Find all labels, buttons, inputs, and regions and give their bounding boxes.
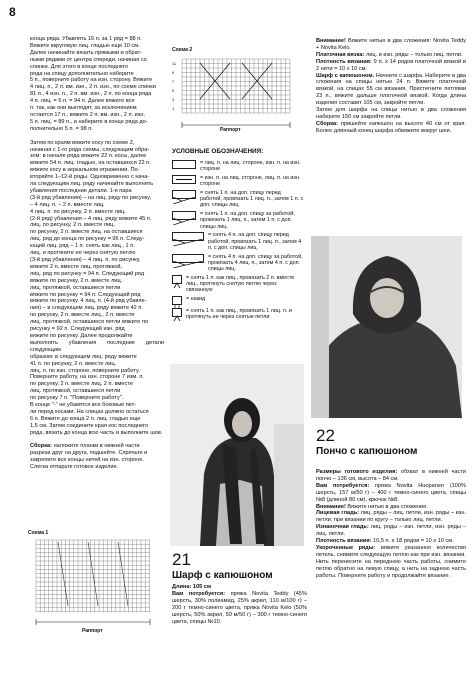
col1-line: начиная с 1-го ряда схемы, следующим обра- (30, 146, 150, 153)
col1-line: 6 п. Вяжите до конца 2 п. лиц. гладью еще (30, 415, 141, 422)
schema-1-rapport: Раппорт (82, 628, 103, 634)
col1-line: Далее начинайте вязать прямыми и обрат- (30, 49, 143, 56)
col1-line: зом: в начале ряда вяжите 22 п. косы, далее (30, 153, 147, 160)
col1-line: Вяжите вкруговую лиц. гладью еще 10 см. (30, 42, 140, 49)
col1-line: вяжите 2 п. вместе лиц. протяжкой, (30, 263, 123, 270)
col1-line: вторяйте 1–12-й ряды. Одновременно с нача- (30, 174, 150, 181)
legend-item (172, 308, 304, 320)
legend-text: = снять 4 п. на доп. спицу за работой, провязать 4 лиц. п., затем 4 п. с доп. спицы лиц. (208, 253, 303, 273)
legend-symbol-icon (172, 160, 196, 169)
page-number: 8 (9, 5, 16, 19)
col1-line: лиц. протяжкой, оставшиеся петли (30, 388, 121, 395)
schema-1-title: Схема 1 (28, 530, 49, 536)
col1-line: ными рядами от центра спереди, начиная со (30, 56, 147, 63)
col1-line: – 4 лиц. п. – 2 п. вместе лиц. (30, 201, 105, 208)
col1-line: лиц. протяжкой, оставшиеся петли вяжите по (30, 319, 149, 326)
poncho-header (316, 426, 466, 457)
legend-symbol-icon (172, 211, 196, 220)
photo-poncho (311, 236, 462, 418)
col1-line: ла следующим лиц. ряду начинайте выполнять (30, 181, 154, 188)
legend-text: = снять 1 п. как лиц., провязать 2 п. вместе лиц., протянуть снятую петлю через связанную (186, 274, 295, 294)
col1-line: (3-й ряд убавления) – на лиц. ряду по рисунку, (30, 194, 152, 201)
legend-symbol-icon (172, 308, 182, 317)
col1-line: лиц. ряд до конца по рисунку = 96 п. Следу- (30, 236, 145, 243)
col1-line: 4 лиц. п. по рисунку, 2 п. вместе лиц. (30, 208, 126, 215)
col1-line: полнительно 5 п. = 98 п. (30, 125, 93, 132)
legend-text: = изн. п. на лиц. стороне, лиц. п. на изн. стороне (200, 175, 301, 188)
col1-line: лиц. ряд по рисунку = 94 п. Следующий ряд (30, 270, 145, 277)
schema-2-grid (172, 53, 299, 133)
col1-line: Затем по краям вяжите косу по схеме 2, (30, 139, 135, 146)
schema-1-grid (28, 536, 158, 632)
legend (172, 148, 304, 323)
col1-line: п. так, как они выглядят, за исключением (30, 105, 137, 112)
col1-line: лиц. п. по изн. стороне, поверните работу. (30, 367, 140, 374)
schema-1 (28, 530, 158, 642)
col1-line: лиц. протяжкой, оставшиеся петли (30, 284, 121, 291)
poncho-title: Пончо с капюшоном (316, 446, 418, 457)
legend-item (172, 232, 304, 251)
col1-line: В конце "-" не убавятся все боковые пет- (30, 402, 137, 409)
legend-text: = снять 4 п. на доп. спицу перед работой, провязать 1 лиц. п., затем 4 п. с доп. спицы лиц. (208, 232, 302, 251)
col1-line: вяжите по рисунку, 2 п. вместе лиц. (30, 277, 123, 284)
col1-line: ряда, вязать до конца всю часть и выполните шов. (30, 429, 163, 436)
col1-line: вяжите косу в зеркальном отражении. По- (30, 167, 140, 174)
col1-line: разреза друг на друга, подшейте. Спрячьте и (30, 450, 148, 457)
legend-item (172, 254, 304, 273)
col1-line: по рисунку, 2 п. вместе лиц. на оставшиеся (30, 229, 143, 236)
schema-2-rapport: Раппорт (220, 127, 241, 133)
schema-2-row-number: 11 (172, 61, 177, 66)
legend-item (172, 175, 304, 187)
col1-line: ряда на спицу дополнительно наберите (30, 70, 134, 77)
col1-line: 81 п., 4 изн. п., 2 п. вм. изн., 2 п. по конца ряда (30, 91, 152, 98)
legend-symbol-icon (172, 232, 204, 241)
col1-line: по рисунку, 2 п. вместе лиц., 2 п. вместе (30, 312, 135, 319)
col1-line: ния) – в следующем лиц. ряду вяжите 42 п. (30, 305, 143, 312)
poncho-number: 22 (316, 426, 335, 445)
col1-line (30, 133, 164, 140)
legend-text: = накид (186, 296, 206, 303)
col1-line: вяжите по рисунку. Далее продолжайте (30, 332, 133, 339)
col1-line: спинки. Для этого в конце последнего (30, 63, 129, 70)
col1-line: ющий лиц. ряд – 1 п. снять как лиц., 1 п. (30, 243, 135, 250)
legend-item (172, 190, 304, 209)
column-1-text (30, 36, 164, 524)
schema-2-row-number: 7 (172, 79, 175, 84)
schema-2-title: Схема 2 (172, 47, 193, 53)
col1-line: (3-й ряд убавления) – 4 лиц. п. по рисунку, (30, 257, 141, 263)
legend-symbol-icon (172, 254, 204, 263)
col1-line: (2-й ряд) убавления – 4 лиц. ряду вяжите 45 п. (30, 215, 152, 222)
legend-symbol-icon (172, 175, 196, 184)
col1-line: вяжите по рисунку. 4 лиц. п. (4-й ряд убавле- (30, 298, 147, 305)
schema-2-row-number: 5 (172, 88, 175, 93)
col1-line: образом: в следующем лиц. ряду вяжите (30, 353, 137, 360)
col1-line: 1,5 см. Затем соедините края кос последнего (30, 422, 149, 429)
col1-line: закрепите все концы нитей на изн. стороне. (30, 457, 145, 464)
col1-line: ли перед косами. На спицах должно остаться (30, 408, 149, 415)
col1-line: убавления последние детали. 1-я пара (30, 187, 132, 194)
col1-line: лиц. и протяните ее через снятую петлю (30, 250, 136, 257)
column-3-text: Внимание! Вяжите нитью в два сложения: Novita Teddy + Novita Kelo. Платочная вязка: лиц. и изн. ряды – только лиц. петли. Плотность вязания: 9 п. х 14 рядов платочной вязкой в 2 нити = 10 х 10 см. Шарф с капюшоном. Начните с шарфа. Наберите в два сложения на спицы нитью 24 п. Вяжите платочной вязкой, на спицах 55 см вязания. Пристегните петлями 23 п., вяжите дальше платочной вязкой. Когда длина изделия составит 105 см, закройте петли. Затем для шарфа на спицы нитью в два сложения наберите 150 см закройте петли. Сборка: пришейте капюшон на высоте 40 см от края. Более длинный конец шарфа обвяжите вокруг шеи. (316, 38, 466, 134)
legend-item (172, 275, 304, 294)
col1-line: 5 п. лиц. = 89 п., и наберите в конце ряда до- (30, 118, 148, 125)
col1-line: 5 п., поверните работу на изн. сторону. Вяжите (30, 77, 153, 84)
legend-symbol-icon (172, 190, 196, 199)
legend-text: = снять 1 п. как лиц., провязать 1 лиц. п. и протянуть ее через снятые петли (186, 307, 292, 320)
legend-item (172, 211, 304, 230)
col1-line: вяжите 54 п. лиц. гладью, на оставшихся 22 п. (30, 160, 151, 167)
col1-line: остается 17 п., вяжите 2 п. вм. изн., 2 п. изн. (30, 111, 145, 118)
photo-scarf (170, 364, 304, 546)
scarf-section: 21 Шарф с капюшоном Длина: 105 см Вам потребуется: пряжа Novita Teddy (45% шерсть, 30% полиамид, 25% акрил, 110 м/100 г) – 200 г темно-синего цвета, пряжа Novita Kelo (50% шерсть, 50% акрил, 50 м/50 г) – 300 г темно-синего цвета, спицы №10. (172, 550, 307, 625)
legend-item (172, 296, 304, 305)
schema-2-row-number: 9 (172, 70, 175, 75)
legend-text: = лиц. п. на лиц. стороне, изн. п. на изн. стороне (200, 160, 301, 173)
col1-line: Поверните работу, на изн. стороне 7 изм. п. (30, 374, 144, 381)
col1-line: по рисунку 7 п. "Поверните работу". (30, 395, 124, 402)
schema-2 (172, 47, 299, 143)
scarf-number: 21 (172, 550, 191, 569)
legend-item (172, 160, 304, 172)
legend-text: = снять 1 п. на доп. спицу за работой, провязать 1 лиц. п., затем 1 п. с доп. спицы лиц. (200, 211, 295, 230)
col1-line: выполнять убавления последние детали следующим (30, 339, 164, 353)
col1-line: конца ряда. Убавлять 16 п. за 1 ряд = 88 п. (30, 36, 142, 42)
col1-line: вяжите по рисунку = 94 п. Следующий ряд (30, 291, 141, 298)
legend-symbol-icon (172, 275, 182, 284)
col1-line: 41 п. по рисунку, 2 п. вместе лиц. (30, 360, 117, 367)
scarf-title: Шарф с капюшоном (172, 570, 273, 581)
schema-2-row-number: 3 (172, 97, 175, 102)
col1-line: рисунку = 92 п. Следующий изн. ряд (30, 326, 125, 333)
col1-line: лиц. по рисунку, 2 п. вместе лиц. (30, 222, 115, 229)
schema-2-row-number: 1 (172, 106, 175, 111)
legend-text: = снять 1 п. на доп. спицу перед работой, провязать 1 лиц. п., затем 1 п. с доп. спицы лиц. (200, 190, 304, 209)
col1-line: 4 п. лиц. = 5 п. = 94 п. Далее вяжите все (30, 98, 135, 105)
legend-title: УСЛОВНЫЕ ОБОЗНАЧЕНИЯ: (172, 148, 264, 155)
col1-line: Сборка: наложите планки в нижней части (30, 443, 140, 450)
poncho-text: Размеры готового изделия: обхват в нижней части пончо – 136 см, высота – 84 см. Вам потребуется: пряжа Novita Huopanen (100% шерсть, 157 м/50 г) – 400 г темно-синего цвета, спицы №8 (длиной 80 см), крючок №8. Внимание! Вяжите нитью в два сложения. Лицевая гладь: лиц. ряды – лиц. петли, изн. ряды – изн. петли; при вязании по кругу – только лиц. петли. Изнаночная гладь: лиц. ряды – изн. петли, изн. ряды – лиц. петли. Плотность вязания: 10,5 п. х 18 рядов = 10 х 10 см. Укороченные ряды: вяжите указанное количество петель, снимите следующую петлю как при изн. вязании. Нить перенесите на переднюю часть работы, снимите петлю обратно на левую спицу, а нить на заднюю часть работы. Поверните работу и продолжайте вязание. (316, 469, 466, 579)
col1-line: 4 лиц. п., 2 п. вм. изн., 2 п. изн., по схеме спинки (30, 84, 156, 91)
legend-symbol-icon (172, 296, 182, 305)
col1-line: по рисунку, 2 п. вместе лиц. 2 п. вместе (30, 381, 133, 388)
col1-line: Слегка отпарьте готовое изделие. (30, 464, 119, 471)
